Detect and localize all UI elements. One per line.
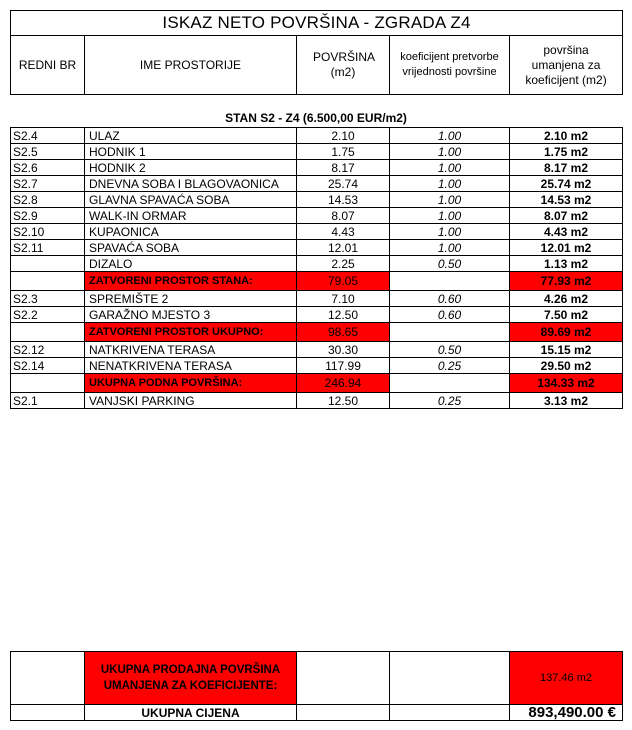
row-code: S2.8 [11, 192, 85, 208]
table-row [11, 307, 623, 323]
row-name: DIZALO [85, 256, 297, 272]
row-name: KUPAONICA [85, 224, 297, 240]
row-area: 8.17 [297, 160, 390, 176]
summary-row [11, 374, 623, 393]
row-coefficient [390, 374, 510, 393]
row-name: HODNIK 1 [85, 144, 297, 160]
table-row [11, 160, 623, 176]
row-name: GARAŽNO MJESTO 3 [85, 307, 297, 323]
row-code: S2.6 [11, 160, 85, 176]
totals-empty-cell [297, 652, 390, 705]
totals-empty-cell [297, 705, 390, 721]
row-coefficient: 0.50 [390, 342, 510, 358]
row-name: DNEVNA SOBA I BLAGOVAONICA [85, 176, 297, 192]
row-name: NENATKRIVENA TERASA [85, 358, 297, 374]
row-reduced-area: 2.10 m2 [510, 128, 623, 144]
row-reduced-area: 25.74 m2 [510, 176, 623, 192]
row-coefficient: 0.50 [390, 256, 510, 272]
column-header-ime-prostorije: IME PROSTORIJE [85, 36, 297, 95]
row-code: S2.9 [11, 208, 85, 224]
totals-empty-cell [390, 652, 510, 705]
row-code: S2.3 [11, 291, 85, 307]
row-reduced-area: 15.15 m2 [510, 342, 623, 358]
row-name: NATKRIVENA TERASA [85, 342, 297, 358]
row-reduced-area: 77.93 m2 [510, 272, 623, 291]
table-row [11, 358, 623, 374]
table-row [11, 192, 623, 208]
totals-empty-cell [11, 652, 85, 705]
row-area: 14.53 [297, 192, 390, 208]
table-row [11, 342, 623, 358]
row-code: S2.10 [11, 224, 85, 240]
row-reduced-area: 89.69 m2 [510, 323, 623, 342]
row-name: HODNIK 2 [85, 160, 297, 176]
table-row [11, 240, 623, 256]
row-name: SPREMIŠTE 2 [85, 291, 297, 307]
row-code: S2.1 [11, 393, 85, 409]
table-row [11, 144, 623, 160]
row-reduced-area: 3.13 m2 [510, 393, 623, 409]
apartment-subtitle: STAN S2 - Z4 (6.500,00 EUR/m2) [225, 111, 407, 125]
total-area-label: UKUPNA PRODAJNA POVRŠINA UMANJENA ZA KOEFICIJENTE: [85, 652, 297, 705]
row-name: WALK-IN ORMAR [85, 208, 297, 224]
row-name: ZATVORENI PROSTOR UKUPNO: [85, 323, 297, 342]
row-name: UKUPNA PODNA POVRŠINA: [85, 374, 297, 393]
row-reduced-area: 8.07 m2 [510, 208, 623, 224]
table-row [11, 393, 623, 409]
row-area: 2.25 [297, 256, 390, 272]
row-area: 4.43 [297, 224, 390, 240]
row-code: S2.7 [11, 176, 85, 192]
row-code: S2.2 [11, 307, 85, 323]
row-code: S2.11 [11, 240, 85, 256]
total-price-value: 893,490.00 € [510, 705, 623, 721]
row-coefficient: 1.00 [390, 128, 510, 144]
row-name: SPAVAĆA SOBA [85, 240, 297, 256]
row-coefficient [390, 323, 510, 342]
row-coefficient: 1.00 [390, 192, 510, 208]
table-row [11, 291, 623, 307]
totals-table [10, 651, 623, 721]
row-coefficient: 1.00 [390, 208, 510, 224]
row-coefficient: 0.60 [390, 307, 510, 323]
row-code: S2.4 [11, 128, 85, 144]
page-title: ISKAZ NETO POVRŠINA - ZGRADA Z4 [11, 11, 623, 36]
row-code [11, 374, 85, 393]
total-area-value: 137.46 m2 [510, 652, 623, 705]
row-area: 1.75 [297, 144, 390, 160]
table-row [11, 176, 623, 192]
row-area: 2.10 [297, 128, 390, 144]
table-row [11, 256, 623, 272]
summary-row [11, 323, 623, 342]
column-header-redni-br: REDNI BR [11, 36, 85, 95]
row-code [11, 272, 85, 291]
row-area: 8.07 [297, 208, 390, 224]
row-code: S2.14 [11, 358, 85, 374]
row-area: 246.94 [297, 374, 390, 393]
row-code [11, 256, 85, 272]
row-reduced-area: 1.13 m2 [510, 256, 623, 272]
row-area: 25.74 [297, 176, 390, 192]
row-reduced-area: 29.50 m2 [510, 358, 623, 374]
row-area: 30.30 [297, 342, 390, 358]
row-coefficient [390, 272, 510, 291]
row-coefficient: 1.00 [390, 176, 510, 192]
totals-empty-cell [390, 705, 510, 721]
row-coefficient: 1.00 [390, 144, 510, 160]
row-area: 12.50 [297, 393, 390, 409]
row-coefficient: 1.00 [390, 160, 510, 176]
header-table [10, 10, 623, 95]
row-area: 98.65 [297, 323, 390, 342]
column-header-povrsina: POVRŠINA (m2) [297, 36, 390, 95]
row-reduced-area: 4.43 m2 [510, 224, 623, 240]
row-reduced-area: 7.50 m2 [510, 307, 623, 323]
row-coefficient: 0.60 [390, 291, 510, 307]
totals-empty-cell [11, 705, 85, 721]
row-name: VANJSKI PARKING [85, 393, 297, 409]
row-coefficient: 0.25 [390, 358, 510, 374]
row-area: 7.10 [297, 291, 390, 307]
row-coefficient: 1.00 [390, 240, 510, 256]
row-area: 117.99 [297, 358, 390, 374]
row-name: GLAVNA SPAVAĆA SOBA [85, 192, 297, 208]
table-row [11, 224, 623, 240]
row-name: ULAZ [85, 128, 297, 144]
row-name: ZATVORENI PROSTOR STANA: [85, 272, 297, 291]
total-price-label: UKUPNA CIJENA [85, 705, 297, 721]
row-reduced-area: 12.01 m2 [510, 240, 623, 256]
row-code: S2.12 [11, 342, 85, 358]
row-area: 12.50 [297, 307, 390, 323]
column-header-koeficijent: koeficijent pretvorbe vrijednosti površine [390, 36, 510, 95]
rooms-table [10, 127, 623, 409]
row-reduced-area: 1.75 m2 [510, 144, 623, 160]
row-code: S2.5 [11, 144, 85, 160]
row-code [11, 323, 85, 342]
row-area: 12.01 [297, 240, 390, 256]
row-reduced-area: 14.53 m2 [510, 192, 623, 208]
column-header-umanjena: površina umanjena za koeficijent (m2) [510, 36, 623, 95]
table-row [11, 128, 623, 144]
summary-row [11, 272, 623, 291]
row-reduced-area: 4.26 m2 [510, 291, 623, 307]
row-reduced-area: 134.33 m2 [510, 374, 623, 393]
row-coefficient: 1.00 [390, 224, 510, 240]
row-area: 79.05 [297, 272, 390, 291]
row-coefficient: 0.25 [390, 393, 510, 409]
table-row [11, 208, 623, 224]
row-reduced-area: 8.17 m2 [510, 160, 623, 176]
